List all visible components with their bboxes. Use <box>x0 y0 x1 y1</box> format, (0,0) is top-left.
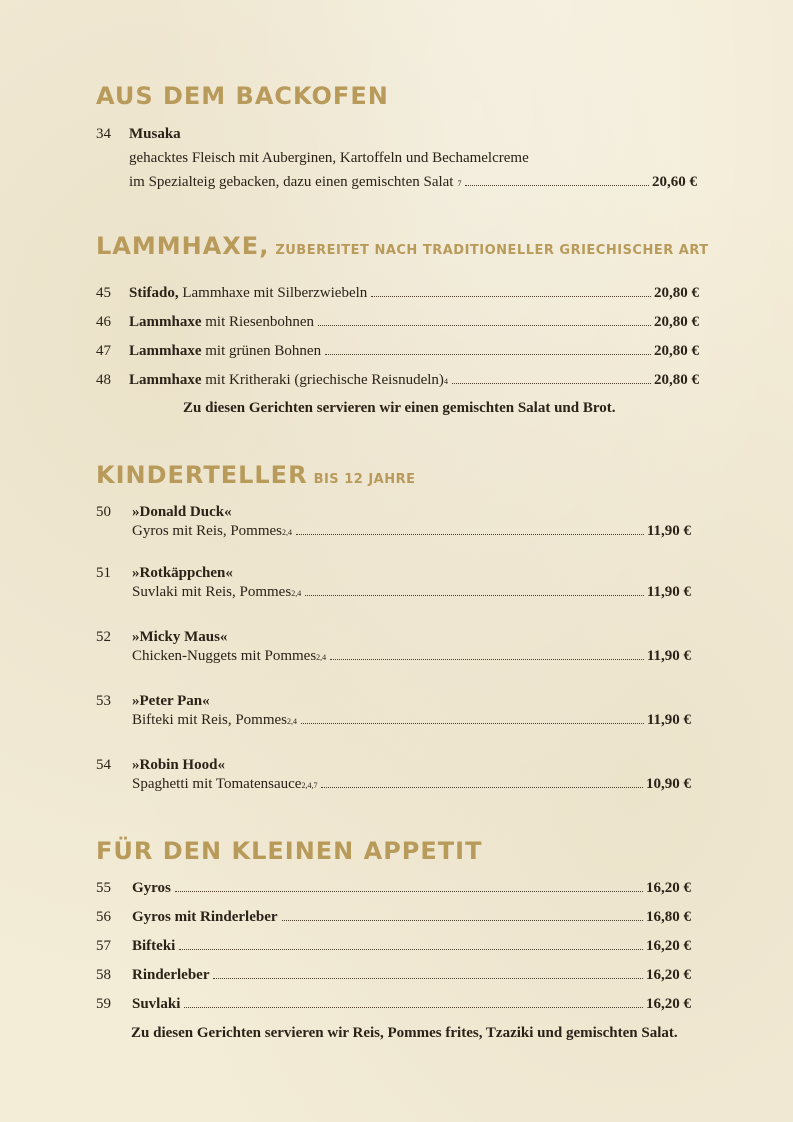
item-name: Gyros mit Rinderleber <box>132 909 278 925</box>
item-description: im Spezialteig gebacken, dazu einen gemischten Salat <box>129 174 454 190</box>
item-price: 10,90 € <box>646 776 691 792</box>
item-number: 54 <box>96 757 111 773</box>
item-number: 58 <box>96 967 111 983</box>
menu-item-51: 51 »Rotkäppchen« Suvlaki mit Reis, Pommes 2,4 11,90 € <box>96 565 691 600</box>
dot-leader <box>213 978 643 979</box>
item-number: 47 <box>96 343 111 359</box>
item-name: »Donald Duck« <box>132 504 232 520</box>
section-subtitle: ZUBEREITET NACH TRADITIONELLER GRIECHISCHER ART <box>275 243 709 258</box>
item-price: 20,80 € <box>654 372 699 388</box>
item-number: 52 <box>96 629 111 645</box>
menu-item-56 <box>96 908 691 928</box>
item-number: 51 <box>96 565 111 581</box>
item-price: 20,80 € <box>654 343 699 359</box>
dot-leader <box>184 1007 643 1008</box>
section-subtitle: BIS 12 JAHRE <box>313 472 416 487</box>
menu-item-57 <box>96 937 691 957</box>
dot-leader <box>318 325 651 326</box>
item-name: Stifado, <box>129 285 179 301</box>
menu-item-58 <box>96 966 691 986</box>
dot-leader <box>301 723 644 724</box>
section-note-appetit: Zu diesen Gerichten servieren wir Reis, Pommes frites, Tzaziki und gemischten Salat. <box>131 1025 678 1041</box>
section-title-appetit: FÜR DEN KLEINEN APPETIT <box>96 837 483 865</box>
item-price: 16,20 € <box>646 967 691 983</box>
item-description: Chicken-Nuggets mit Pommes <box>132 648 317 664</box>
menu-item-34 <box>96 125 696 195</box>
item-price: 11,90 € <box>646 584 691 600</box>
dot-leader <box>325 354 651 355</box>
menu-item-52: 52 »Micky Maus« Chicken-Nuggets mit Pommes 2,4 11,90 € <box>96 629 691 664</box>
item-description: Spaghetti mit Tomatensauce <box>132 776 302 792</box>
item-name: Lammhaxe <box>129 372 202 388</box>
item-number: 46 <box>96 314 111 330</box>
dot-leader <box>282 920 643 921</box>
item-name: Rinderleber <box>132 967 210 983</box>
item-name: »Rotkäppchen« <box>132 565 233 581</box>
dot-leader <box>330 659 644 660</box>
item-price: 11,90 € <box>646 712 691 728</box>
item-name: Lammhaxe <box>129 343 202 359</box>
menu-item-45 <box>96 284 699 304</box>
section-title-text: LAMMHAXE, <box>96 232 270 260</box>
menu-item-48: 48 Lammhaxe mit Kritheraki (griechische Reisnudeln) 4 20,80 € <box>96 372 699 388</box>
item-price: 20,60 € <box>652 174 697 190</box>
item-price: 16,20 € <box>646 938 691 954</box>
item-number: 56 <box>96 909 111 925</box>
dot-leader <box>321 787 643 788</box>
item-price: 16,20 € <box>646 996 691 1012</box>
item-price: 16,80 € <box>646 909 691 925</box>
item-name: Suvlaki <box>132 996 181 1012</box>
item-name: Lammhaxe <box>129 314 202 330</box>
menu-item-53: 53 »Peter Pan« Bifteki mit Reis, Pommes 2,4 11,90 € <box>96 693 691 728</box>
dot-leader <box>175 891 643 892</box>
item-description: gehacktes Fleisch mit Auberginen, Kartoffeln und Bechamelcreme <box>129 150 529 166</box>
item-name: »Peter Pan« <box>132 693 210 709</box>
item-name: Bifteki <box>132 938 176 954</box>
menu-item-46 <box>96 313 699 333</box>
item-description: mit Riesenbohnen <box>201 314 314 330</box>
item-description: mit grünen Bohnen <box>201 343 322 359</box>
item-price: 11,90 € <box>646 523 691 539</box>
dot-leader <box>179 949 643 950</box>
item-description: Lammhaxe mit Silberzwiebeln <box>178 285 368 301</box>
item-number: 34 <box>96 126 111 142</box>
item-number: 55 <box>96 880 111 896</box>
item-number: 59 <box>96 996 111 1012</box>
item-price: 20,80 € <box>654 314 699 330</box>
item-name: Gyros <box>132 880 171 896</box>
dot-leader <box>371 296 651 297</box>
item-description: Suvlaki mit Reis, Pommes <box>132 584 292 600</box>
item-price-line: im Spezialteig gebacken, dazu einen gemischten Salat 7 20,60 € <box>129 174 697 190</box>
item-description: Bifteki mit Reis, Pommes <box>132 712 288 728</box>
item-description: Gyros mit Reis, Pommes <box>132 523 283 539</box>
menu-item-47 <box>96 342 699 362</box>
item-number: 50 <box>96 504 111 520</box>
item-number: 57 <box>96 938 111 954</box>
item-number: 53 <box>96 693 111 709</box>
item-number: 45 <box>96 285 111 301</box>
section-title-kinder <box>96 461 415 489</box>
item-description: mit Kritheraki (griechische Reisnudeln) <box>201 372 444 388</box>
item-price: 11,90 € <box>646 648 691 664</box>
item-number: 48 <box>96 372 111 388</box>
dot-leader <box>305 595 644 596</box>
item-name: »Robin Hood« <box>132 757 225 773</box>
section-note-lammhaxe: Zu diesen Gerichten servieren wir einen gemischten Salat und Brot. <box>183 400 616 416</box>
section-title-backofen: AUS DEM BACKOFEN <box>96 82 389 110</box>
menu-item-55 <box>96 879 691 899</box>
section-title-text: KINDERTELLER <box>96 461 308 489</box>
item-name: Musaka <box>129 126 181 142</box>
dot-leader <box>465 185 649 186</box>
menu-item-54: 54 »Robin Hood« Spaghetti mit Tomatensauce 2,4,7 10,90 € <box>96 757 691 792</box>
section-title-lammhaxe <box>96 232 709 260</box>
item-price: 20,80 € <box>654 285 699 301</box>
menu-item-59 <box>96 995 691 1015</box>
item-price: 16,20 € <box>646 880 691 896</box>
menu-item-50: 50 »Donald Duck« Gyros mit Reis, Pommes 2,4 11,90 € <box>96 504 691 539</box>
dot-leader <box>296 534 644 535</box>
dot-leader <box>452 383 651 384</box>
item-name: »Micky Maus« <box>132 629 228 645</box>
